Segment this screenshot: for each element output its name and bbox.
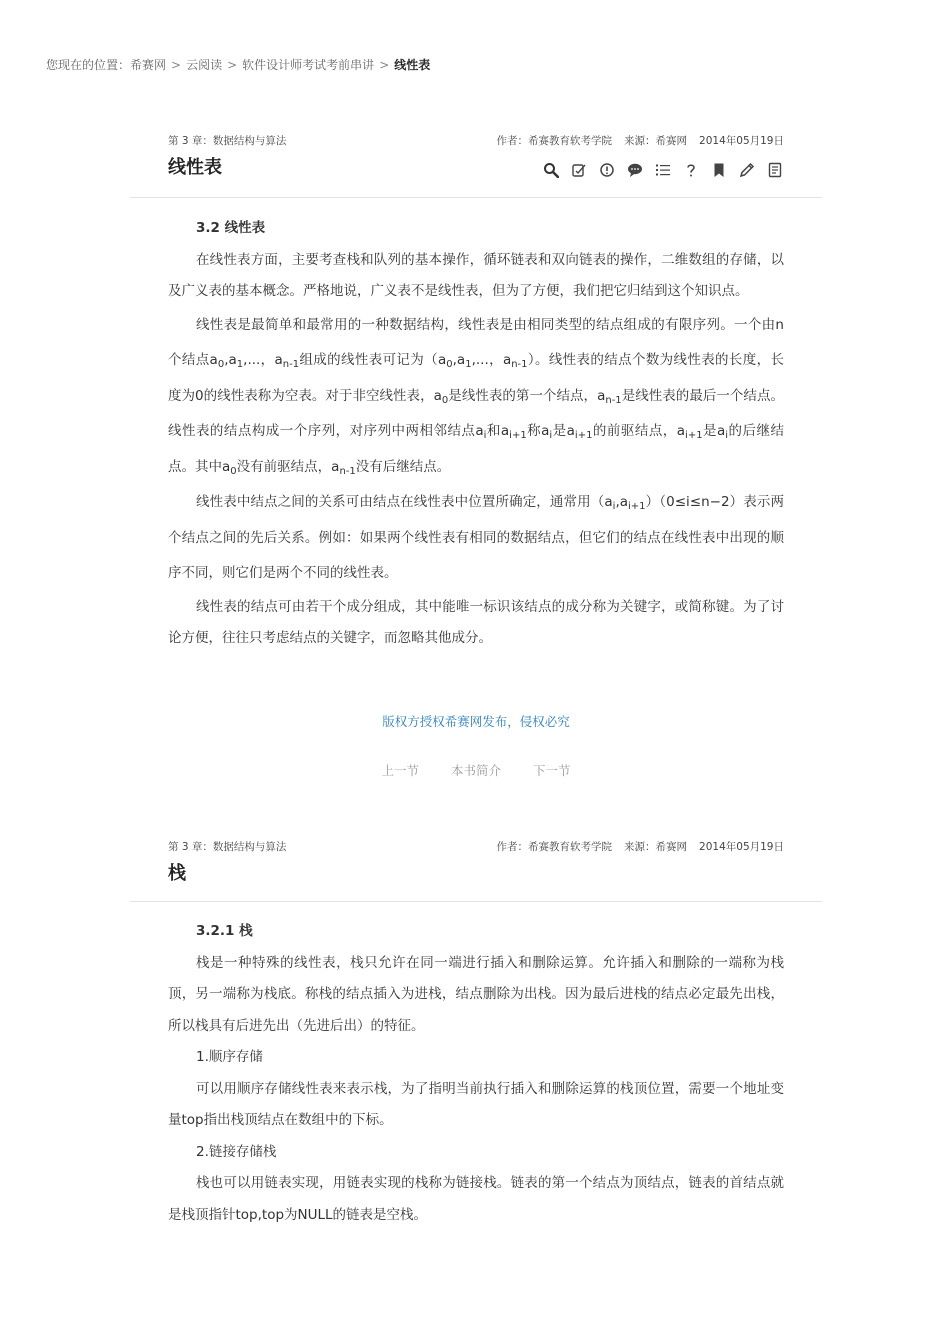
copyright-notice: 版权方授权希赛网发布，侵权必究 [382,714,570,729]
date-label: 2014年05月19日 [699,135,784,147]
paragraph: 可以用顺序存储线性表来表示栈，为了指明当前执行插入和删除运算的栈顶位置，需要一个地址变量top指出栈顶结点在数组中的下标。 [168,1080,784,1128]
breadcrumb [46,56,430,73]
chapter-navigation [130,761,822,779]
breadcrumb-current: 线性表 [394,58,431,72]
author-label: 作者：希赛教育软考学院 [496,841,613,853]
header-divider [130,197,822,198]
source-label: 来源：希赛网 [624,135,688,147]
section-title: 线性表 [168,157,222,178]
book-intro-link[interactable]: 本书简介 [450,763,501,778]
breadcrumb-separator: > [379,58,390,72]
paragraph: 线性表中结点之间的关系可由结点在线性表中位置所确定，通常用$(a_i,a_{i+1})(0\le i\le n-2)$表示两个结点之间的先后关系。例如：如果两个线性表有相同的数据结点，但它们的结点在线性表中出现的顺序不同，则它们是两个不同的线性表。 [168,494,785,581]
paragraph: 1.顺序存储 [196,1049,263,1065]
section-heading: 3.2 线性表 [196,220,266,236]
section-heading: 3.2.1 栈 [196,923,253,939]
chapter-label: 第 3 章：数据结构与算法 [168,841,287,853]
author-label: 作者：希赛教育软考学院 [496,135,613,147]
paragraph: 2.链接存储栈 [196,1143,277,1160]
alert-icon[interactable] [598,161,616,179]
breadcrumb-link-book[interactable]: 软件设计师考试考前串讲 [242,58,375,72]
section-meta [168,839,784,855]
section-body [168,213,784,655]
header-divider [130,901,822,902]
prev-section-link[interactable]: 上一节 [381,763,419,778]
source-label: 来源：希赛网 [624,841,688,853]
note-edit-icon[interactable] [570,161,588,179]
search-icon[interactable] [542,161,560,179]
chapter-label: 第 3 章：数据结构与算法 [168,135,287,147]
book-icon[interactable] [766,161,784,179]
breadcrumb-link-xisai[interactable]: 希赛网 [130,58,167,72]
help-icon[interactable] [682,161,700,179]
reading-toolbar [542,161,784,179]
pencil-icon[interactable] [738,161,756,179]
paragraph: 线性表是最简单和最常用的一种数据结构，线性表是由相同类型的结点组成的有限序列。一个由n个结点$a_0,a_1$,...，$a_{n-1}$组成的线性表可记为（$a_0,a_1$,...，$a_{n-1}$）。线性表的结点个数为线性表的长度，长度为0的线性表称为空表。对于非空线性表，$a_0$是线性表的第一个结点，$a_{n-1}$是线性表的最后一个结点。线性表的结点构成一个序列，对序列中两相邻结点$a_i$和$a_{i+1}$称$a_i$是$a_{i+1}$的前驱结点，$a_{i+1}$是$a_i$的后继结点。其中$a_0$没有前驱结点，$a_{n-1}$没有后继结点。 [168,316,784,477]
breadcrumb-separator: > [227,58,238,72]
paragraph: 栈也可以用链表实现，用链表实现的栈称为链接栈。链表的第一个结点为顶结点，链表的首结点就是栈顶指针top,top为NULL的链表是空栈。 [168,1175,784,1223]
comment-icon[interactable] [626,161,644,179]
section-meta [168,133,784,149]
breadcrumb-prefix: 您现在的位置： [46,58,131,72]
paragraph: 栈是一种特殊的线性表，栈只允许在同一端进行插入和删除运算。允许插入和删除的一端称为栈顶，另一端称为栈底。称栈的结点插入为进栈，结点删除为出栈。因为最后进栈的结点必定最先出栈，所以栈具有后进先出（先进后出）的特征。 [168,954,784,1034]
breadcrumb-separator: > [171,58,182,72]
breadcrumb-link-yunyuedu[interactable]: 云阅读 [186,58,223,72]
paragraph: 在线性表方面，主要考查栈和队列的基本操作，循环链表和双向链表的操作，二维数组的存储，以及广义表的基本概念。严格地说，广义表不是线性表，但为了方便，我们把它归结到这个知识点。 [168,251,784,299]
bookmark-icon[interactable] [710,161,728,179]
section-body [168,916,784,1231]
date-label: 2014年05月19日 [699,841,784,853]
paragraph: 线性表的结点可由若干个成分组成，其中能唯一标识该结点的成分称为关键字，或简称键。为了讨论方便，往往只考虑结点的关键字，而忽略其他成分。 [168,598,784,646]
next-section-link[interactable]: 下一节 [533,763,571,778]
list-icon[interactable] [654,161,672,179]
section-title: 栈 [168,863,186,884]
